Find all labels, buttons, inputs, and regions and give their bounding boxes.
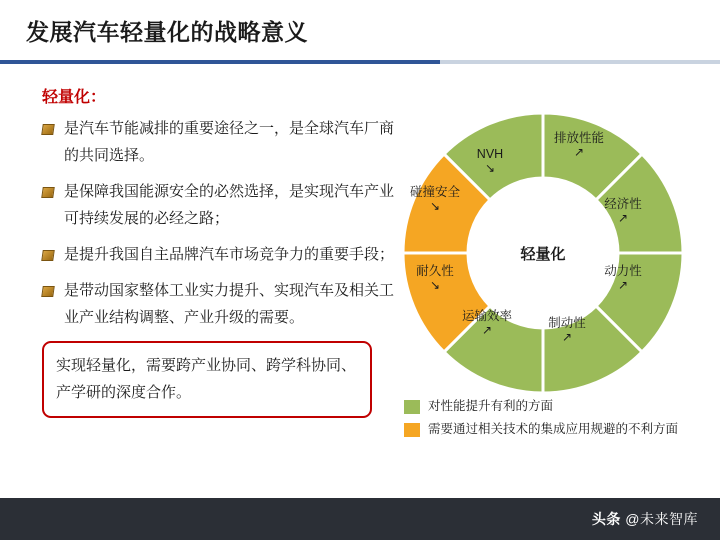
donut-label-power [594, 263, 652, 291]
list-item-text: 是保障我国能源安全的必然选择，是实现汽车产业可持续发展的必经之路； [64, 183, 395, 227]
bullet-marker-icon [41, 286, 55, 297]
donut-center-label: 轻量化 [520, 245, 566, 263]
donut-diagram [398, 108, 688, 398]
arrow-up-right-icon: ↗ [617, 278, 629, 292]
footer-watermark [592, 509, 720, 529]
footer-brand-prefix: 头条 [591, 511, 621, 527]
donut-label-text: 经济性 [604, 197, 642, 211]
list-item [42, 115, 397, 169]
page-title: 发展汽车轻量化的战略意义 [26, 19, 308, 45]
donut-label-transport-efficiency [458, 308, 516, 336]
legend-label: 对性能提升有利的方面 [428, 399, 554, 413]
legend-swatch-orange-icon [404, 423, 420, 437]
arrow-up-right-icon: ↗ [561, 330, 573, 344]
legend-item-benefit [404, 398, 704, 415]
legend-item-risk [404, 421, 704, 438]
list-item-text: 是提升我国自主品牌汽车市场竞争力的重要手段； [64, 246, 395, 263]
legend-label: 需要通过相关技术的集成应用规避的不利方面 [428, 422, 679, 436]
title-divider-accent [0, 60, 440, 64]
legend-swatch-green-icon [404, 400, 420, 414]
bullet-marker-icon [41, 124, 55, 135]
arrow-down-right-icon: ↘ [484, 161, 496, 175]
left-content-column [42, 84, 397, 418]
arrow-down-right-icon: ↘ [429, 199, 441, 213]
arrow-up-right-icon: ↗ [617, 211, 629, 225]
donut-label-text: 运输效率 [461, 309, 512, 323]
arrow-up-right-icon: ↗ [481, 323, 493, 337]
list-item-text: 是带动国家整体工业实力提升、实现汽车及相关工业产业结构调整、产业升级的需要。 [64, 282, 395, 326]
bullet-marker-icon [41, 187, 55, 198]
list-item [42, 241, 397, 268]
bullet-list [42, 115, 397, 331]
bullet-marker-icon [41, 250, 55, 261]
donut-label-text: 排放性能 [553, 131, 604, 145]
arrow-down-right-icon: ↘ [429, 278, 441, 292]
donut-svg [398, 108, 688, 398]
footer-bar [0, 498, 720, 540]
section-subhead: 轻量化： [42, 89, 107, 106]
donut-label-text: 动力性 [604, 264, 642, 278]
donut-label-nvh [461, 146, 519, 174]
callout-box: 实现轻量化，需要跨产业协同、跨学科协同、产学研的深度合作。 [42, 341, 372, 418]
list-item [42, 178, 397, 232]
donut-label-braking [538, 315, 596, 343]
donut-label-crash-safety [406, 184, 464, 212]
list-item [42, 277, 397, 331]
arrow-up-right-icon: ↗ [573, 145, 585, 159]
donut-label-text: 制动性 [548, 316, 586, 330]
donut-label-durability [406, 263, 464, 291]
donut-hub [481, 191, 605, 315]
donut-label-text: NVH [476, 147, 504, 161]
donut-label-text: 碰撞安全 [409, 185, 460, 199]
list-item-text: 是汽车节能减排的重要途径之一，是全球汽车厂商的共同选择。 [64, 120, 395, 164]
donut-label-emission [550, 130, 608, 158]
donut-label-economy [594, 196, 652, 224]
donut-label-text: 耐久性 [416, 264, 454, 278]
footer-brand-text: @未来智库 [625, 511, 698, 527]
legend [404, 398, 704, 444]
